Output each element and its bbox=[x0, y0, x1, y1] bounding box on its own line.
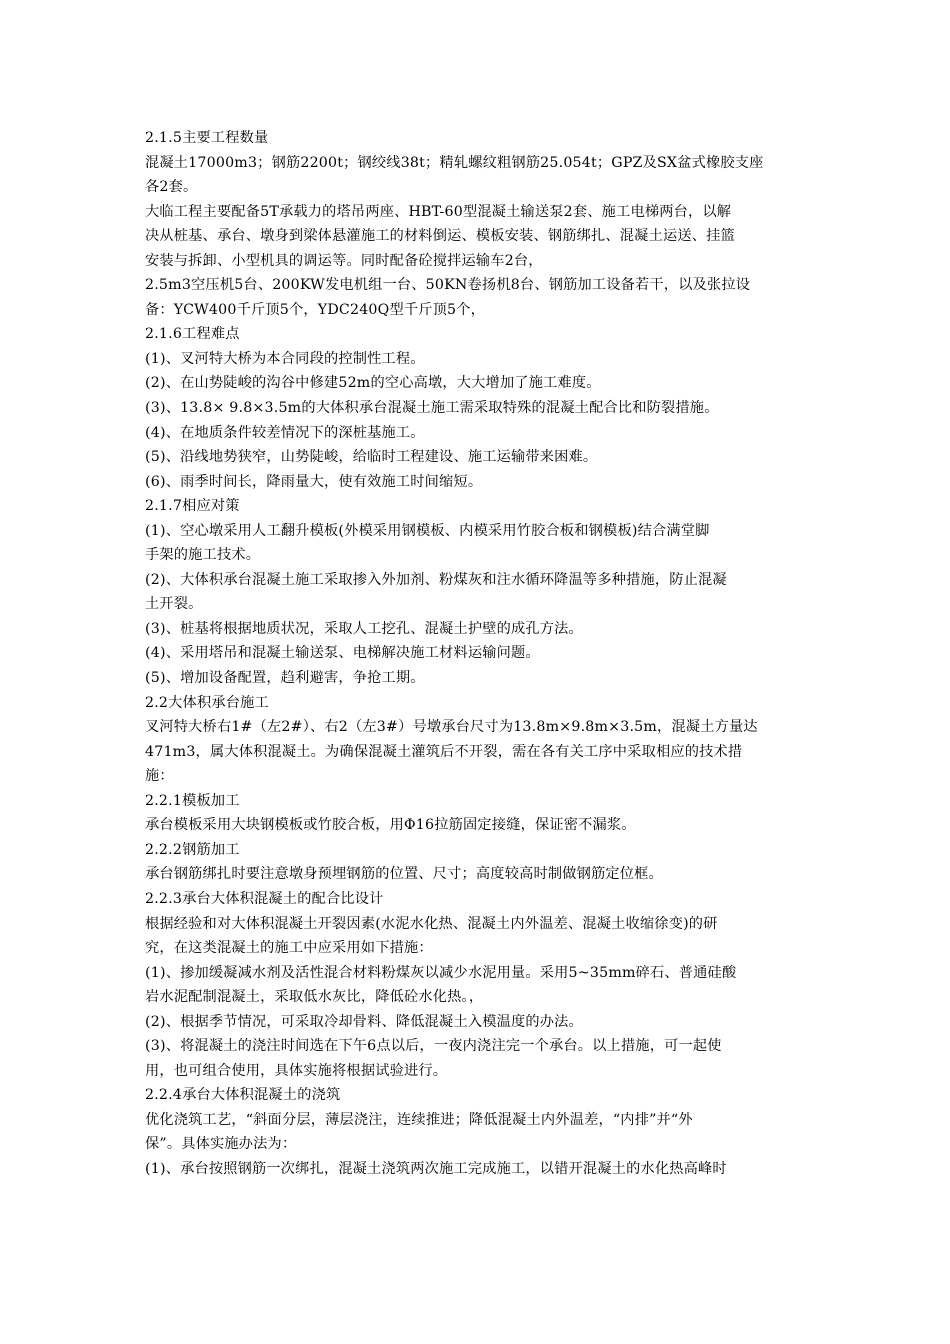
text-line: 岩水泥配制混凝土，采取低水灰比，降低砼水化热。， bbox=[145, 989, 484, 1006]
section-heading-2-1-6: 2.1.6工程难点 bbox=[145, 326, 240, 343]
document-body bbox=[145, 126, 810, 1182]
section-heading-2-2-1: 2.2.1模板加工 bbox=[145, 792, 240, 809]
text-line: 用，也可组合使用，具体实施将根据试验进行。 bbox=[145, 1062, 448, 1079]
section-heading-2-2-4: 2.2.4承台大体积混凝土的浇筑 bbox=[145, 1087, 341, 1104]
list-item: (2)、在山势陡峻的沟谷中修建52m的空心高墩，大大增加了施工难度。 bbox=[145, 375, 601, 392]
list-item: (2)、大体积承台混凝土施工采取掺入外加剂、粉煤灰和注水循环降温等多种措施，防止混凝 bbox=[145, 571, 727, 588]
list-item: (1)、空心墩采用人工翻升模板(外模采用钢模板、内模采用竹胶合板和钢模板)结合满堂脚 bbox=[145, 522, 710, 539]
text-line: 手架的施工技术。 bbox=[145, 547, 261, 564]
list-item: (2)、根据季节情况，可采取冷却骨料、降低混凝土入模温度的办法。 bbox=[145, 1013, 583, 1030]
text-line: 土开裂。 bbox=[145, 596, 203, 613]
list-item: (5)、沿线地势狭窄，山势陡峻，给临时工程建设、施工运输带来困难。 bbox=[145, 449, 598, 466]
list-item: (4)、在地质条件较差情况下的深桩基施工。 bbox=[145, 424, 425, 441]
list-item: (4)、采用塔吊和混凝土输送泵、电梯解决施工材料运输问题。 bbox=[145, 645, 540, 662]
text-line: 叉河特大桥右1#（左2#）、右2（左3#）号墩承台尺寸为13.8m×9.8m×3.5m，混凝土方量达 bbox=[145, 719, 758, 736]
text-line: 各2套。 bbox=[145, 179, 198, 196]
text-line: 根据经验和对大体积混凝土开裂因素(水泥水化热、混凝土内外温差、混凝土收缩徐变)的研 bbox=[145, 915, 718, 932]
text-line: 安装与拆卸、小型机具的调运等。同时配备砼搅拌运输车2台， bbox=[145, 252, 543, 269]
text-line: 施： bbox=[145, 768, 174, 785]
list-item: (3)、13.8× 9.8×3.5m的大体积承台混凝土施工需采取特殊的混凝土配合比和防裂措施。 bbox=[145, 400, 719, 417]
text-line: 决从桩基、承台、墩身到梁体悬灌施工的材料倒运、模板安装、钢筋绑扎、混凝土运送、挂篮 bbox=[145, 228, 735, 245]
text-line: 究，在这类混凝土的施工中应采用如下措施： bbox=[145, 940, 433, 957]
list-item: (3)、将混凝土的浇注时间选在下午6点以后，一夜内浇注完一个承台。以上措施，可一起使 bbox=[145, 1038, 722, 1055]
text-line: 承台模板采用大块钢模板或竹胶合板，用Φ16拉筋固定接缝，保证密不漏浆。 bbox=[145, 817, 636, 834]
text-line: 混凝土17000m3；钢筋2200t；钢绞线38t；精轧螺纹粗钢筋25.054t；GPZ及SX盆式橡胶支座 bbox=[145, 154, 764, 171]
text-line: 优化浇筑工艺，“斜面分层，薄层浇注，连续推进；降低混凝土内外温差，“内排”并“外 bbox=[145, 1111, 693, 1128]
section-heading-2-2-2: 2.2.2钢筋加工 bbox=[145, 841, 240, 858]
list-item: (1)、承台按照钢筋一次绑扎，混凝土浇筑两次施工完成施工，以错开混凝土的水化热高峰时 bbox=[145, 1160, 727, 1177]
section-heading-2-2: 2.2大体积承台施工 bbox=[145, 694, 269, 711]
section-heading-2-1-5: 2.1.5主要工程数量 bbox=[145, 130, 269, 146]
list-item: (5)、增加设备配置，趋利避害，争抢工期。 bbox=[145, 670, 425, 687]
text-line: 471m3，属大体积混凝土。为确保混凝土灌筑后不开裂，需在各有关工序中采取相应的技术措 bbox=[145, 743, 743, 760]
text-line: 大临工程主要配备5T承载力的塔吊两座、HBT-60型混凝土输送泵2套、施工电梯两台，以解 bbox=[145, 203, 732, 220]
text-line: 承台钢筋绑扎时要注意墩身预埋钢筋的位置、尺寸；高度较高时制做钢筋定位框。 bbox=[145, 866, 663, 883]
text-line: 保”。具体实施办法为： bbox=[145, 1136, 297, 1153]
text-line: 备：YCW400千斤顶5个，YDC240Q型千斤顶5个， bbox=[145, 301, 486, 318]
list-item: (1)、叉河特大桥为本合同段的控制性工程。 bbox=[145, 350, 425, 367]
text-line: 2.5m3空压机5台、200KW发电机组一台、50KN卷扬机8台、钢筋加工设备若干，以及张拉设 bbox=[145, 277, 751, 294]
section-heading-2-1-7: 2.1.7相应对策 bbox=[145, 498, 240, 515]
section-heading-2-2-3: 2.2.3承台大体积混凝土的配合比设计 bbox=[145, 890, 384, 907]
list-item: (6)、雨季时间长，降雨量大，使有效施工时间缩短。 bbox=[145, 473, 483, 490]
list-item: (3)、桩基将根据地质状况，采取人工挖孔、混凝土护壁的成孔方法。 bbox=[145, 620, 583, 637]
list-item: (1)、掺加缓凝减水剂及活性混合材料粉煤灰以减少水泥用量。采用5~35mm碎石、普通硅酸 bbox=[145, 964, 737, 981]
